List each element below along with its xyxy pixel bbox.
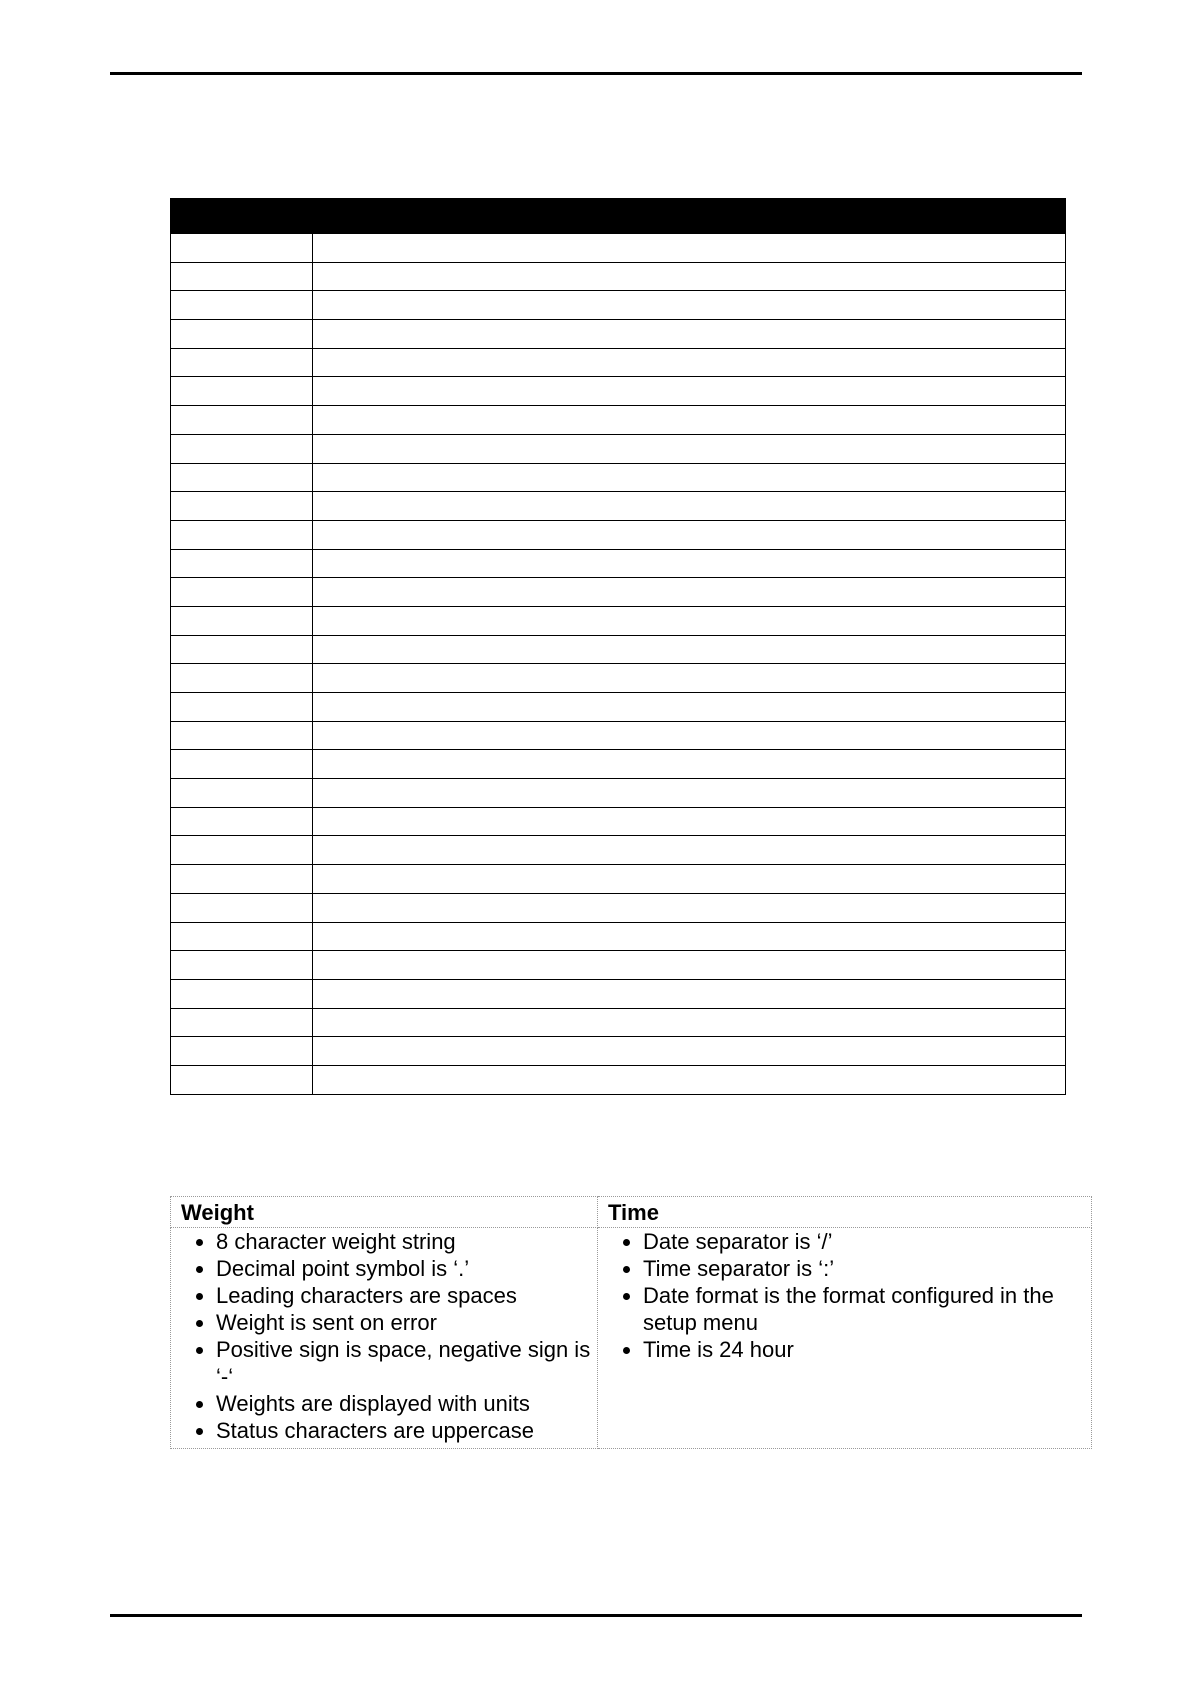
table-row [171, 463, 1066, 492]
table-cell [313, 922, 1066, 951]
table-row [171, 348, 1066, 377]
table-cell [313, 492, 1066, 521]
list-item: • Weights are displayed with units [216, 1390, 591, 1417]
table-cell [171, 779, 313, 808]
table-cell [313, 721, 1066, 750]
table-row [171, 578, 1066, 607]
table-cell [171, 635, 313, 664]
time-notes-cell [598, 1228, 1092, 1449]
table-cell [171, 1037, 313, 1066]
table-row [171, 549, 1066, 578]
table-cell [313, 434, 1066, 463]
table-row [171, 893, 1066, 922]
table-cell [313, 578, 1066, 607]
grid-header-row [171, 199, 1066, 234]
time-notes-list [598, 1228, 1091, 1365]
table-cell [313, 234, 1066, 263]
list-item: • 8 character weight string [216, 1228, 591, 1255]
table-cell [171, 693, 313, 722]
table-cell [313, 635, 1066, 664]
table-cell [313, 1037, 1066, 1066]
table-cell [313, 1008, 1066, 1037]
table-row [171, 865, 1066, 894]
table-row [171, 779, 1066, 808]
table-cell [171, 463, 313, 492]
list-item: • Time separator is ‘:’ [643, 1255, 1085, 1282]
list-item: • Leading characters are spaces [216, 1282, 591, 1309]
table-cell [171, 1065, 313, 1094]
list-item: • Status characters are uppercase [216, 1417, 591, 1444]
table-cell [171, 664, 313, 693]
table-row [171, 520, 1066, 549]
table-cell [313, 262, 1066, 291]
table-cell [171, 922, 313, 951]
table-cell [313, 693, 1066, 722]
header-rule [110, 72, 1082, 75]
table-cell [171, 1008, 313, 1037]
table-row [171, 434, 1066, 463]
table-cell [171, 836, 313, 865]
grid-header-cell-1 [171, 199, 313, 234]
format-notes-table [170, 1196, 1092, 1449]
table-cell [171, 406, 313, 435]
table-cell [313, 606, 1066, 635]
table-cell [313, 750, 1066, 779]
notes-header-row [171, 1197, 1092, 1228]
table-cell [313, 779, 1066, 808]
table-row [171, 291, 1066, 320]
grid-header-cell-2 [313, 199, 1066, 234]
table-cell [171, 434, 313, 463]
table-cell [313, 520, 1066, 549]
table-cell [171, 377, 313, 406]
list-item: • Weight is sent on error [216, 1309, 591, 1336]
list-item: • Time is 24 hour [643, 1336, 1085, 1363]
table-row [171, 234, 1066, 263]
table-cell [171, 492, 313, 521]
weight-notes-list [171, 1228, 597, 1446]
table-cell [171, 578, 313, 607]
table-cell [171, 807, 313, 836]
table-row [171, 320, 1066, 349]
table-row [171, 606, 1066, 635]
list-item: • Date separator is ‘/’ [643, 1228, 1085, 1255]
table-row [171, 693, 1066, 722]
table-cell [171, 262, 313, 291]
table-cell [171, 320, 313, 349]
blank-grid-table [170, 198, 1066, 1095]
table-row [171, 1065, 1066, 1094]
table-cell [313, 951, 1066, 980]
table-cell [313, 807, 1066, 836]
table-cell [171, 750, 313, 779]
table-cell [171, 979, 313, 1008]
table-cell [171, 865, 313, 894]
table-row [171, 807, 1066, 836]
table-cell [313, 865, 1066, 894]
table-cell [171, 893, 313, 922]
table-cell [171, 549, 313, 578]
table-cell [313, 348, 1066, 377]
list-item: • Date format is the format configured in the setup menu [643, 1282, 1085, 1336]
table-row [171, 664, 1066, 693]
table-row [171, 406, 1066, 435]
table-cell [171, 951, 313, 980]
table-row [171, 721, 1066, 750]
table-cell [171, 291, 313, 320]
weight-heading: Weight [171, 1197, 598, 1228]
notes-body-row [171, 1228, 1092, 1449]
table-cell [313, 979, 1066, 1008]
table-cell [313, 836, 1066, 865]
table-cell [313, 377, 1066, 406]
table-cell [313, 893, 1066, 922]
table-row [171, 1008, 1066, 1037]
table-row [171, 979, 1066, 1008]
table-row [171, 922, 1066, 951]
table-cell [171, 520, 313, 549]
table-cell [313, 664, 1066, 693]
table-row [171, 951, 1066, 980]
table-row [171, 836, 1066, 865]
table-row [171, 1037, 1066, 1066]
footer-rule [110, 1614, 1082, 1617]
list-item: • Positive sign is space, negative sign is ‘-‘ [216, 1336, 591, 1390]
time-heading: Time [598, 1197, 1092, 1228]
weight-notes-cell [171, 1228, 598, 1449]
table-row [171, 377, 1066, 406]
table-row [171, 262, 1066, 291]
table-cell [171, 234, 313, 263]
table-cell [313, 320, 1066, 349]
table-cell [313, 291, 1066, 320]
table-cell [313, 406, 1066, 435]
table-cell [313, 463, 1066, 492]
table-cell [171, 721, 313, 750]
table-cell [171, 348, 313, 377]
table-cell [171, 606, 313, 635]
table-cell [313, 549, 1066, 578]
list-item: • Decimal point symbol is ‘.’ [216, 1255, 591, 1282]
table-row [171, 750, 1066, 779]
table-cell [313, 1065, 1066, 1094]
table-row [171, 635, 1066, 664]
table-row [171, 492, 1066, 521]
